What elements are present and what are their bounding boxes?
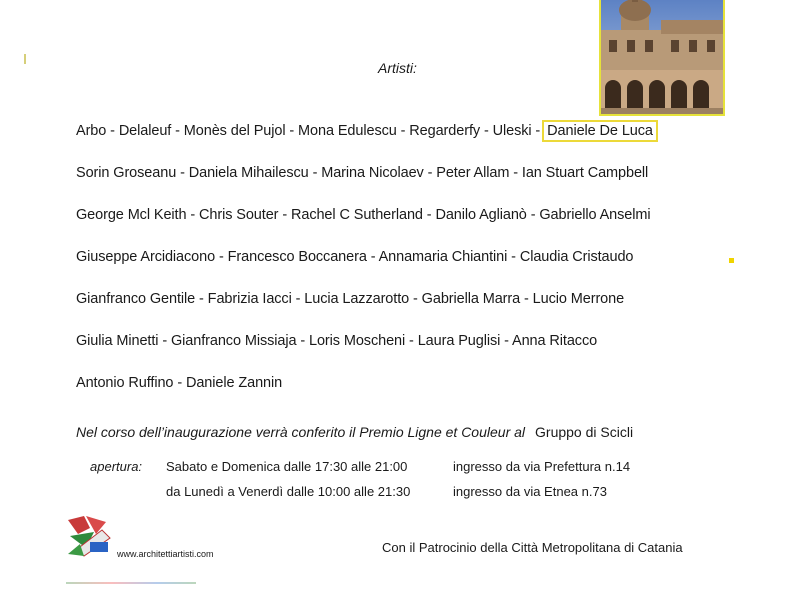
weekday-entrance: ingresso da via Etnea n.73 xyxy=(453,484,607,499)
artists-heading: Artisti: xyxy=(378,60,417,76)
decorative-dot xyxy=(729,258,734,263)
artist-list-line-3: George Mcl Keith - Chris Souter - Rachel C Sutherland - Danilo Aglianò - Gabriello Anselmi xyxy=(76,207,651,223)
artist-list-line-2: Sorin Groseanu - Daniela Mihailescu - Marina Nicolaev - Peter Allam - Ian Stuart Campbell xyxy=(76,165,649,181)
award-text: Nel corso dell’inaugurazione verrà conferito il Premio Ligne et Couleur al xyxy=(76,424,526,440)
website-link[interactable]: www.architettiartisti.com xyxy=(117,549,214,559)
award-recipient: Gruppo di Scicli xyxy=(535,424,634,440)
weekday-schedule: da Lunedì a Venerdì dalle 10:00 alle 21:30 xyxy=(166,484,411,499)
architettiartisti-logo xyxy=(66,514,112,558)
patronage-text: Con il Patrocinio della Città Metropolitana di Catania xyxy=(382,540,683,555)
palace-courtyard-photo xyxy=(599,0,725,116)
decorative-tick xyxy=(24,54,26,64)
weekend-entrance: ingresso da via Prefettura n.14 xyxy=(453,459,631,474)
artist-list-line-6: Giulia Minetti - Gianfranco Missiaja - Loris Moscheni - Laura Puglisi - Anna Ritacco xyxy=(76,333,598,349)
decorative-bottom-rule xyxy=(66,582,196,584)
artist-list-line-4: Giuseppe Arcidiacono - Francesco Boccanera - Annamaria Chiantini - Claudia Cristaudo xyxy=(76,249,634,265)
artist-list-line-5: Gianfranco Gentile - Fabrizia Iacci - Lucia Lazzarotto - Gabriella Marra - Lucio Merrone xyxy=(76,291,625,307)
artist-names: Arbo - Delaleuf - Monès del Pujol - Mona Edulescu - Regarderfy - Uleski - xyxy=(76,123,541,139)
artist-list-line-1 xyxy=(76,123,658,139)
opening-label: apertura: xyxy=(90,459,143,474)
weekend-schedule: Sabato e Domenica dalle 17:30 alle 21:00 xyxy=(166,459,408,474)
award-announcement xyxy=(76,424,633,440)
artist-list-line-7: Antonio Ruffino - Daniele Zannin xyxy=(76,375,283,391)
highlighted-artist: Daniele De Luca xyxy=(542,120,658,142)
